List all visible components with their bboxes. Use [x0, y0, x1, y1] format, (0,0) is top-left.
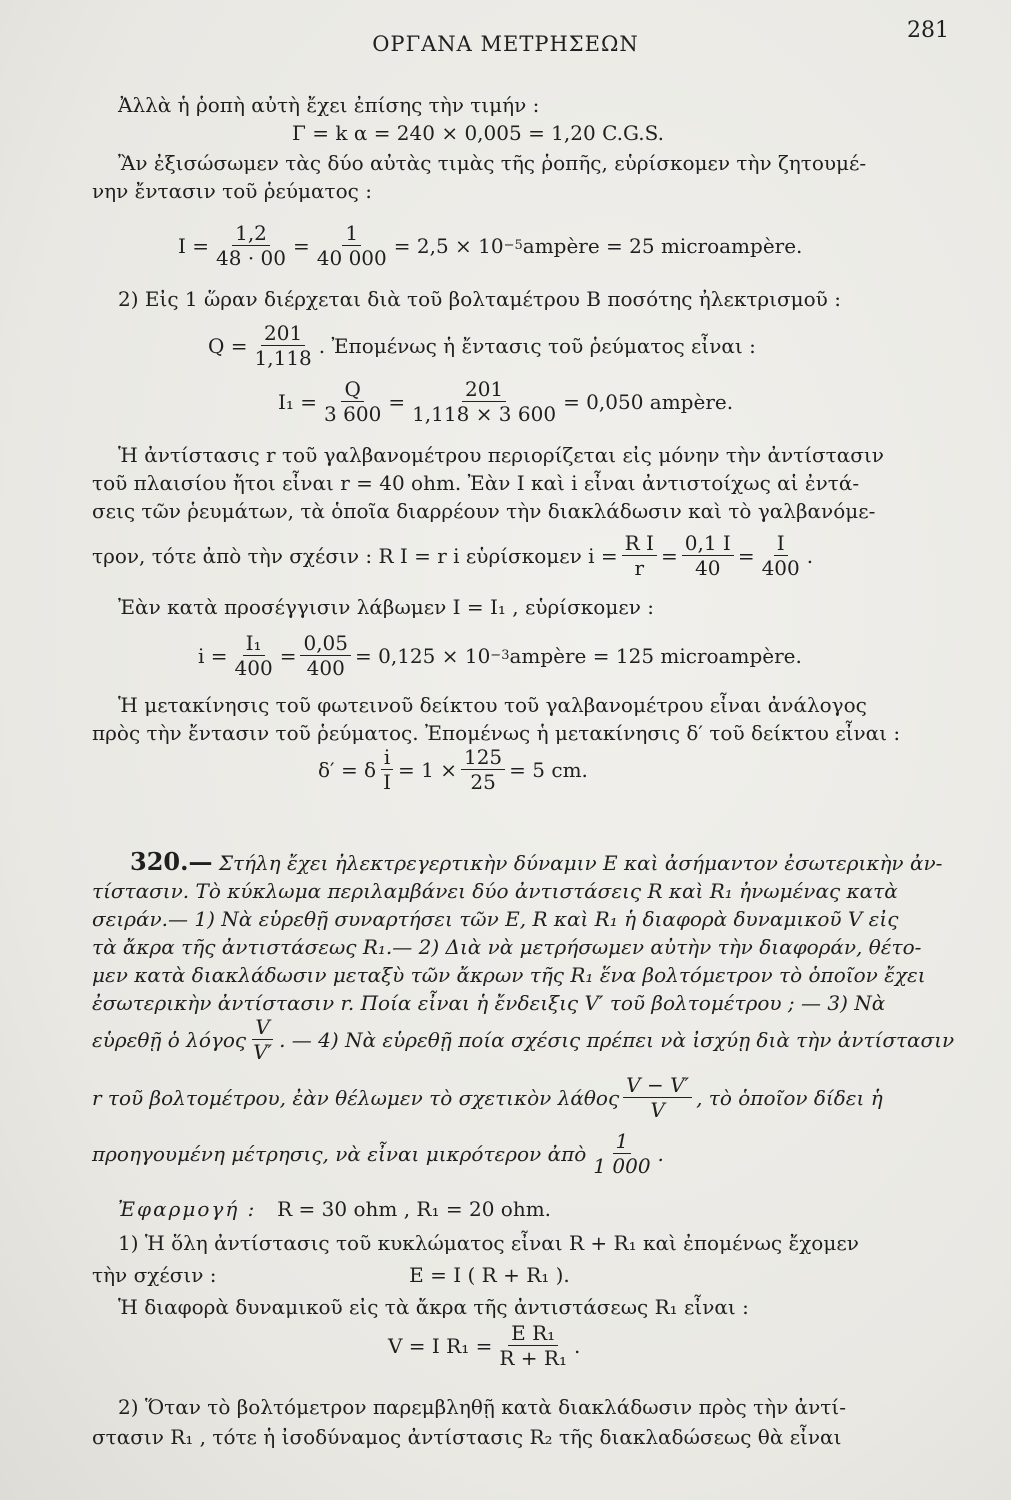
problem-number: 320.—: [130, 847, 213, 876]
text-line: 1) Ἡ ὅλη ἀντίστασις τοῦ κυκλώματος εἶναι R + R₁ καὶ ἐπομένως ἔχομεν: [118, 1231, 859, 1255]
problem-ratio-line: εὑρεθῇ ὁ λόγος $\frac{V}{V'}$ . — 4) Νὰ εὑρεθῇ ποία σχέσις πρέπει νὰ ἰσχύῃ διὰ τὴν ἀντίστασιν: [92, 1015, 955, 1064]
text-line: πρὸς τὴν ἔντασιν τοῦ ῥεύματος. Ἐπομένως ἡ μετακίνησις δ′ τοῦ δείκτου εἶναι :: [92, 721, 901, 745]
equation-current-i1: I₁ = $\frac{Q}{3 600}$ = $\frac{201}{1,118 \times 3 600}$ = 0,050 ampère.: [278, 377, 734, 426]
text-line: Ἡ μετακίνησις τοῦ φωτεινοῦ δείκτου τοῦ γαλβανομέτρου εἶναι ἀνάλογος: [118, 693, 867, 717]
problem-line: ἐσωτερικὴν ἀντίστασιν r. Ποία εἶναι ἡ ἔνδειξις V′ τοῦ βολτομέτρου ; — 3) Νὰ: [92, 991, 886, 1015]
equation-current: I = $\frac{1,2}{48 \cdot 00}$ = $\frac{1}{40 000}$ = 2,5 × 10 −5 ampère = 25 microampère.: [178, 221, 803, 270]
problem-threshold-line: προηγουμένη μέτρησις, νὰ εἶναι μικρότερον ἀπὸ $\frac{1}{1 000}$ .: [92, 1129, 664, 1178]
page-number: 281: [907, 18, 949, 43]
text-line: Ἂν ἐξισώσωμεν τὰς δύο αὐτὰς τιμὰς τῆς ῥοπῆς, εὑρίσκομεν τὴν ζητουμέ-: [118, 151, 867, 175]
equation-deflection: δ′ = δ $\frac{i}{I}$ = 1 × $\frac{125}{25}$ = 5 cm.: [318, 745, 588, 794]
problem-line: τίστασιν. Τὸ κύκλωμα περιλαμβάνει δύο ἀντιστάσεις R καὶ R₁ ἠνωμένας κατὰ: [92, 879, 898, 903]
problem-line: μεν κατὰ διακλάδωσιν μεταξὺ τῶν ἄκρων τῆς R₁ ἕνα βολτόμετρον τὸ ὁποῖον ἔχει: [92, 963, 926, 987]
equation-charge: Q = $\frac{201}{1,118}$ . Ἐπομένως ἡ ἔντασις τοῦ ῥεύματος εἶναι :: [208, 321, 756, 370]
running-title: ΟΡΓΑΝΑ ΜΕΤΡΗΣΕΩΝ: [372, 32, 639, 56]
text-line: Ἐὰν κατὰ προσέγγισιν λάβωμεν I = I₁ , εὑρίσκομεν :: [118, 595, 654, 619]
text-line: 2) Ὅταν τὸ βολτόμετρον παρεμβληθῇ κατὰ διακλάδωσιν πρὸς τὴν ἀντί-: [118, 1395, 846, 1419]
problem-line: σειράν.— 1) Νὰ εὑρεθῇ συναρτήσει τῶν E, R καὶ R₁ ἡ διαφορὰ δυναμικοῦ V εἰς: [92, 907, 899, 931]
text-line: νην ἔντασιν τοῦ ῥεύματος :: [92, 179, 372, 203]
text-line: Ἡ ἀντίστασις r τοῦ γαλβανομέτρου περιορίζεται εἰς μόνην τὴν ἀντίστασιν: [118, 443, 884, 467]
equation-small-i: i = $\frac{\text{I₁}}{400}$ = $\frac{0,05}{400}$ = 0,125 × 10 −3 ampère = 125 microampère.: [198, 631, 802, 680]
equation-torque: Γ = k α = 240 × 0,005 = 1,20 C.G.S.: [292, 121, 664, 145]
text-line: Ἡ διαφορὰ δυναμικοῦ εἰς τὰ ἄκρα τῆς ἀντιστάσεως R₁ εἶναι :: [118, 1295, 749, 1319]
application-line: Ἐφαρμογή : R = 30 ohm , R₁ = 20 ohm.: [118, 1197, 552, 1221]
problem-heading: 320.— Στήλη ἔχει ἠλεκτρεγερτικὴν δύναμιν E καὶ ἀσήμαντον ἐσωτερικὴν ἀν-: [130, 847, 943, 876]
equation-galvanometer-ratio: τρον, τότε ἀπὸ τὴν σχέσιν : R I = r i εὑρίσκομεν i = $\frac{\text{R I}}{r}$ = $\frac{0,1 I}{40}$ = $\frac{I}{400}$ .: [92, 531, 814, 580]
text-line: 2) Εἰς 1 ὥραν διέρχεται διὰ τοῦ βολταμέτρου B ποσότης ἠλεκτρισμοῦ :: [118, 287, 841, 311]
text-line: τὴν σχέσιν : E = I ( R + R₁ ).: [92, 1263, 570, 1287]
problem-error-line: r τοῦ βολτομέτρου, ἐὰν θέλωμεν τὸ σχετικὸν λάθος $\frac{V - V'}{V}$ , τὸ ὁποῖον δίδει ἡ: [92, 1073, 883, 1122]
text-line: Ἀλλὰ ἡ ῥοπὴ αὐτὴ ἔχει ἐπίσης τὴν τιμήν :: [118, 93, 540, 117]
problem-line: τὰ ἄκρα τῆς ἀντιστάσεως R₁.— 2) Διὰ νὰ μετρήσωμεν αὐτὴν τὴν διαφοράν, θέτο-: [92, 935, 922, 959]
text-line: στασιν R₁ , τότε ἡ ἰσοδύναμος ἀντίστασις R₂ τῆς διακλαδώσεως θὰ εἶναι: [92, 1425, 842, 1449]
equation-voltage: V = I R₁ = $\frac{\text{E R₁}}{\text{R + R₁}}$ .: [388, 1321, 581, 1370]
text-line: τοῦ πλαισίου ἤτοι εἶναι r = 40 ohm. Ἐὰν I καὶ i εἶναι ἀντιστοίχως αἱ ἐντά-: [92, 471, 860, 495]
text-line: σεις τῶν ῥευμάτων, τὰ ὁποῖα διαρρέουν τὴν διακλάδωσιν καὶ τὸ γαλβανόμε-: [92, 499, 876, 523]
